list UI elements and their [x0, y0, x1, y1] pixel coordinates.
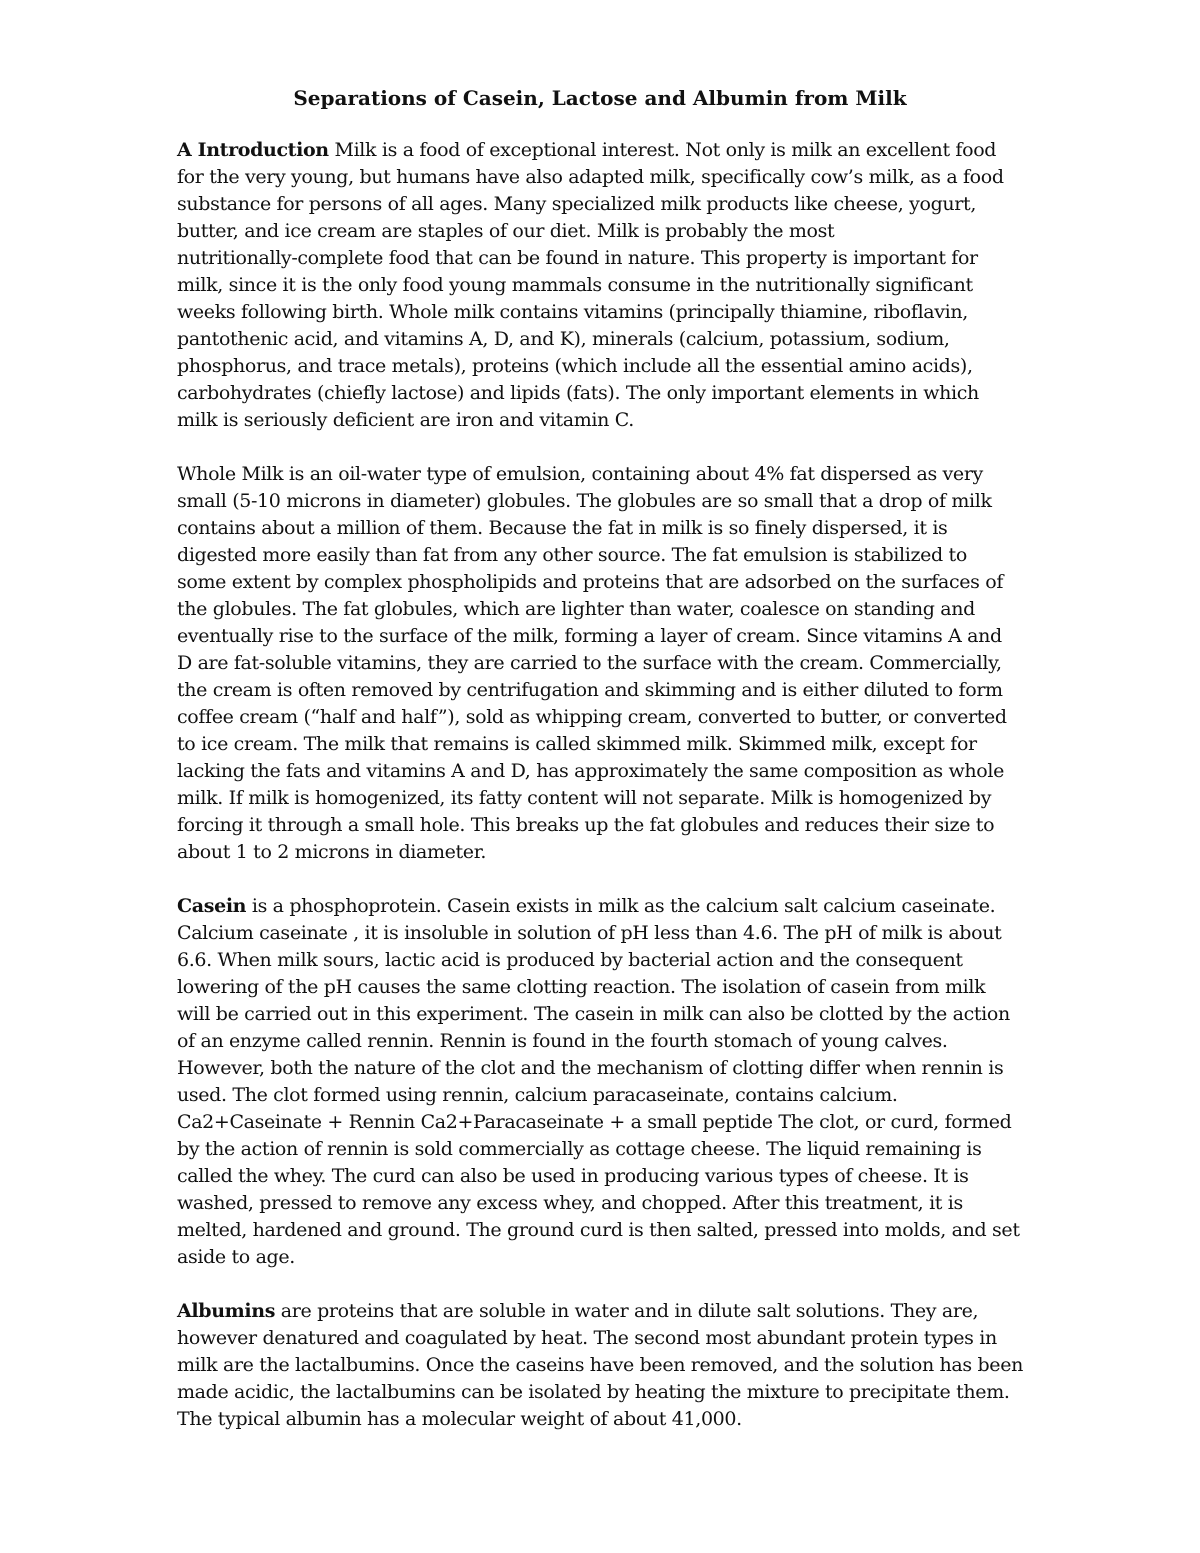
paragraph-line: Ca2+Caseinate + Rennin Ca2+Paracaseinate + a small peptide The clot, or curd, formed: [177, 1111, 1012, 1133]
paragraph-line: the globules. The fat globules, which are lighter than water, coalesce on standing and: [177, 598, 975, 620]
paragraph-line: lowering of the pH causes the same clotting reaction. The isolation of casein from milk: [177, 976, 986, 998]
paragraph-line: for the very young, but humans have also adapted milk, specifically cow’s milk, as a food: [177, 166, 1004, 188]
paragraph-line: however denatured and coagulated by heat. The second most abundant protein types in: [177, 1327, 997, 1349]
paragraph-line: 6.6. When milk sours, lactic acid is produced by bacterial action and the consequent: [177, 949, 963, 971]
paragraph-first-line: [177, 137, 1037, 164]
paragraph-line: carbohydrates (chiefly lactose) and lipids (fats). The only important elements in which: [177, 382, 979, 404]
paragraph-line: small (5-10 microns in diameter) globules. The globules are so small that a drop of milk: [177, 490, 992, 512]
paragraph-line: made acidic, the lactalbumins can be isolated by heating the mixture to precipitate them.: [177, 1381, 1010, 1403]
paragraph-line: about 1 to 2 microns in diameter.: [177, 841, 487, 863]
paragraph-line: melted, hardened and ground. The ground curd is then salted, pressed into molds, and set: [177, 1219, 1020, 1241]
document-title: Separations of Casein, Lactose and Albumin from Milk: [293, 86, 907, 110]
paragraph-line: forcing it through a small hole. This breaks up the fat globules and reduces their size to: [177, 814, 995, 836]
paragraph-line: However, both the nature of the clot and the mechanism of clotting differ when rennin is: [177, 1057, 1004, 1079]
paragraph-line: of an enzyme called rennin. Rennin is found in the fourth stomach of young calves.: [177, 1030, 948, 1052]
paragraph-introduction: [177, 137, 1037, 434]
paragraph-whole-milk: [177, 461, 1037, 866]
paragraph-line: butter, and ice cream are staples of our diet. Milk is probably the most: [177, 220, 835, 242]
paragraph-line: aside to age.: [177, 1246, 295, 1268]
paragraph-text: Milk is a food of exceptional interest. Not only is milk an excellent food: [328, 139, 997, 161]
paragraph-line: will be carried out in this experiment. The casein in milk can also be clotted by the action: [177, 1003, 1010, 1025]
paragraph-line: milk, since it is the only food young mammals consume in the nutritionally significant: [177, 274, 973, 296]
paragraph-line: eventually rise to the surface of the milk, forming a layer of cream. Since vitamins A and: [177, 625, 1002, 647]
paragraph-text: are proteins that are soluble in water and in dilute salt solutions. They are,: [275, 1300, 979, 1322]
section-heading-albumins: Albumins: [177, 1300, 276, 1322]
paragraph-line: milk. If milk is homogenized, its fatty content will not separate. Milk is homogenized by: [177, 787, 992, 809]
paragraph-line: by the action of rennin is sold commercially as cottage cheese. The liquid remaining is: [177, 1138, 982, 1160]
paragraph-line: to ice cream. The milk that remains is called skimmed milk. Skimmed milk, except for: [177, 733, 977, 755]
section-heading-casein: Casein: [177, 895, 247, 917]
paragraph-line: called the whey. The curd can also be used in producing various types of cheese. It is: [177, 1165, 969, 1187]
paragraph-line: substance for persons of all ages. Many specialized milk products like cheese, yogurt,: [177, 193, 977, 215]
paragraph-line: weeks following birth. Whole milk contains vitamins (principally thiamine, riboflavin,: [177, 301, 968, 323]
paragraph-first-line: Whole Milk is an oil-water type of emulsion, containing about 4% fat dispersed as very: [177, 463, 983, 485]
paragraph-line: washed, pressed to remove any excess whey, and chopped. After this treatment, it is: [177, 1192, 963, 1214]
paragraph-albumins: [177, 1298, 1037, 1433]
paragraph-text: is a phosphoprotein. Casein exists in milk as the calcium salt calcium caseinate.: [246, 895, 996, 917]
paragraph-line: coffee cream (“half and half”), sold as whipping cream, converted to butter, or converted: [177, 706, 1007, 728]
paragraph-line: some extent by complex phospholipids and proteins that are adsorbed on the surfaces of: [177, 571, 1004, 593]
paragraph-line: used. The clot formed using rennin, calcium paracaseinate, contains calcium.: [177, 1084, 898, 1106]
paragraph-line: lacking the fats and vitamins A and D, has approximately the same composition as whole: [177, 760, 1004, 782]
paragraph-line: contains about a million of them. Because the fat in milk is so finely dispersed, it is: [177, 517, 948, 539]
paragraph-line: phosphorus, and trace metals), proteins (which include all the essential amino acids),: [177, 355, 973, 377]
paragraph-line: pantothenic acid, and vitamins A, D, and K), minerals (calcium, potassium, sodium,: [177, 328, 950, 350]
paragraph-first-line: [177, 1298, 1037, 1325]
paragraph-line: Calcium caseinate , it is insoluble in solution of pH less than 4.6. The pH of milk is about: [177, 922, 1002, 944]
paragraph-line: The typical albumin has a molecular weight of about 41,000.: [177, 1408, 742, 1430]
paragraph-line: milk is seriously deficient are iron and vitamin C.: [177, 409, 634, 431]
paragraph-line: digested more easily than fat from any other source. The fat emulsion is stabilized to: [177, 544, 967, 566]
paragraph-line: nutritionally-complete food that can be found in nature. This property is important for: [177, 247, 978, 269]
section-heading-introduction: A Introduction: [177, 139, 329, 161]
paragraph-line: D are fat-soluble vitamins, they are carried to the surface with the cream. Commercially,: [177, 652, 1002, 674]
paragraph-casein: [177, 893, 1037, 1271]
paragraph-line: milk are the lactalbumins. Once the caseins have been removed, and the solution has been: [177, 1354, 1023, 1376]
paragraph-first-line: [177, 893, 1037, 920]
paragraph-line: the cream is often removed by centrifugation and skimming and is either diluted to form: [177, 679, 1003, 701]
document-body: [177, 137, 1037, 1460]
